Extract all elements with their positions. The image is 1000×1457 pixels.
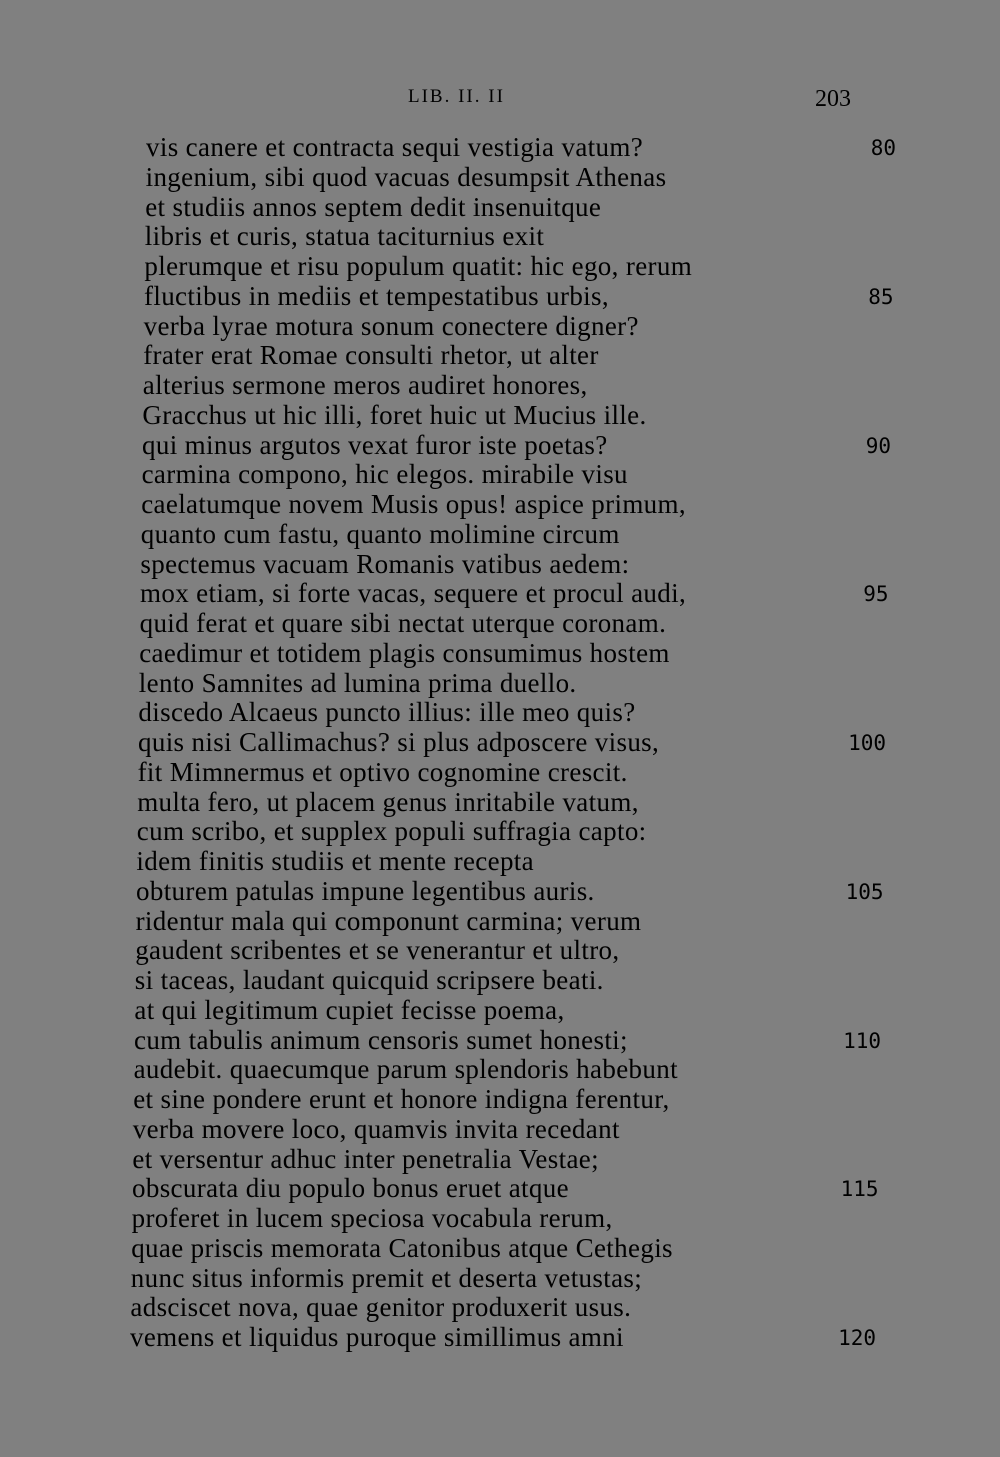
verse-text: libris et curis, statua taciturnius exit xyxy=(144,221,545,252)
verse-text: gaudent scribentes et se venerantur et ultro, xyxy=(135,935,620,966)
line-number: 95 xyxy=(863,582,889,607)
verse-text: alterius sermone meros audiret honores, xyxy=(142,370,588,400)
verse-line xyxy=(0,222,1000,252)
verse-text: quanto cum fastu, quanto molimine circum xyxy=(140,518,620,549)
verse-text: adsciscet nova, quae genitor produxerit usus. xyxy=(130,1292,632,1323)
verse-line xyxy=(0,401,1000,431)
verse-line xyxy=(0,520,1000,550)
verse-text: si taceas, laudant quicquid scripsere beati. xyxy=(134,965,604,995)
verse-text: ridentur mala qui componunt carmina; verum xyxy=(135,905,642,936)
verse-text: nunc situs informis premit et deserta vetustas; xyxy=(130,1262,643,1293)
verse-line xyxy=(0,550,1000,580)
verse-text: plerumque et risu populum quatit: hic ego, rerum xyxy=(144,251,693,281)
verse-line xyxy=(0,1234,1000,1264)
verse-text: lento Samnites ad lumina prima duello. xyxy=(138,667,577,698)
verse-line xyxy=(0,133,1000,163)
verse-line xyxy=(0,1323,1000,1353)
verse-line xyxy=(0,460,1000,490)
line-number: 100 xyxy=(848,731,886,755)
page-number: 203 xyxy=(815,86,851,112)
verse-text: et versentur adhuc inter penetralia Vestae; xyxy=(132,1143,599,1174)
line-number: 115 xyxy=(840,1177,879,1202)
verse-line xyxy=(0,669,1000,699)
running-head: LIB. II. II xyxy=(408,86,505,107)
verse-line xyxy=(0,1055,1000,1085)
verse-text: vis canere et contracta sequi vestigia vatum? xyxy=(146,132,644,162)
verse-line xyxy=(0,1145,1000,1175)
verse-text: Gracchus ut hic illi, foret huic ut Mucius ille. xyxy=(142,399,647,430)
verse-text: cum scribo, et supplex populi suffragia capto: xyxy=(136,816,647,847)
verse-text: quis nisi Callimachus? si plus adposcere visus, xyxy=(138,727,660,757)
verse-line xyxy=(0,907,1000,937)
verse-text: frater erat Romae consulti rhetor, ut alter xyxy=(143,340,599,371)
verse-line xyxy=(0,698,1000,728)
verse-text: ingenium, sibi quod vacuas desumpsit Athenas xyxy=(145,161,667,192)
verse-line xyxy=(0,1264,1000,1294)
verse-line xyxy=(0,758,1000,788)
verse-text: et studiis annos septem dedit insenuitque xyxy=(145,191,602,222)
verse-text: fluctibus in mediis et tempestatibus urbis, xyxy=(144,280,609,311)
line-number: 80 xyxy=(870,136,896,160)
line-number: 85 xyxy=(868,284,894,309)
verse-text: verba lyrae motura sonum conectere digner? xyxy=(143,310,639,341)
verse-line xyxy=(0,788,1000,818)
verse-text: quae priscis memorata Catonibus atque Cethegis xyxy=(131,1232,673,1263)
verse-text: quid ferat et quare sibi nectat uterque coronam. xyxy=(139,608,667,638)
verse-line xyxy=(0,728,1000,758)
verse-line xyxy=(0,252,1000,282)
line-number: 110 xyxy=(843,1028,881,1053)
line-number: 90 xyxy=(865,433,891,458)
verse-line xyxy=(0,639,1000,669)
verse-line xyxy=(0,1026,1000,1056)
verse-line xyxy=(0,163,1000,193)
verse-text: fit Mimnermus et optivo cognomine crescit. xyxy=(137,756,628,787)
verse-line xyxy=(0,936,1000,966)
verse-text: verba movere loco, quamvis invita recedant xyxy=(132,1113,620,1144)
verse-text: qui minus argutos vexat furor iste poetas? xyxy=(142,429,608,460)
verse-line xyxy=(0,490,1000,520)
verse-line xyxy=(0,966,1000,996)
verse-text: carmina compono, hic elegos. mirabile visu xyxy=(141,459,628,490)
verse-text: obturem patulas impune legentibus auris. xyxy=(136,875,595,906)
verse-text: caedimur et totidem plagis consumimus hostem xyxy=(139,637,670,668)
verse-text: proferet in lucem speciosa vocabula rerum, xyxy=(131,1203,613,1233)
verse-line xyxy=(0,1204,1000,1234)
verse-text: vemens et liquidus puroque simillimus amni xyxy=(130,1322,624,1352)
verse-line xyxy=(0,609,1000,639)
verse-line xyxy=(0,312,1000,342)
verse-text: at qui legitimum cupiet fecisse poema, xyxy=(134,994,565,1025)
verse-text: et sine pondere erunt et honore indigna ferentur, xyxy=(133,1084,670,1114)
verse-line xyxy=(0,193,1000,223)
verse-line xyxy=(0,817,1000,847)
verse-line xyxy=(0,341,1000,371)
line-number: 120 xyxy=(838,1326,876,1350)
verse-line xyxy=(0,371,1000,401)
verse-text: audebit. quaecumque parum splendoris habebunt xyxy=(133,1054,678,1085)
line-number: 105 xyxy=(845,879,884,904)
verse-line xyxy=(0,1115,1000,1145)
verse-text: mox etiam, si forte vacas, sequere et procul audi, xyxy=(140,578,687,609)
verse-text: obscurata diu populo bonus eruet atque xyxy=(132,1173,569,1204)
verse-text: discedo Alcaeus puncto illius: ille meo quis? xyxy=(138,697,636,728)
verse-line xyxy=(0,996,1000,1026)
verse-text: cum tabulis animum censoris sumet honesti; xyxy=(134,1024,628,1055)
verse-text: spectemus vacuam Romanis vatibus aedem: xyxy=(140,548,630,579)
verse-line xyxy=(0,1085,1000,1115)
verse-line xyxy=(0,282,1000,312)
verse-line xyxy=(0,1293,1000,1323)
verse-line xyxy=(0,877,1000,907)
verse-text: idem finitis studiis et mente recepta xyxy=(136,846,534,876)
verse-line xyxy=(0,579,1000,609)
verse-text: caelatumque novem Musis opus! aspice primum, xyxy=(141,489,686,519)
verse-line xyxy=(0,1174,1000,1204)
verse-text: multa fero, ut placem genus inritabile vatum, xyxy=(137,786,639,817)
verse-line xyxy=(0,847,1000,877)
verse-line xyxy=(0,431,1000,461)
